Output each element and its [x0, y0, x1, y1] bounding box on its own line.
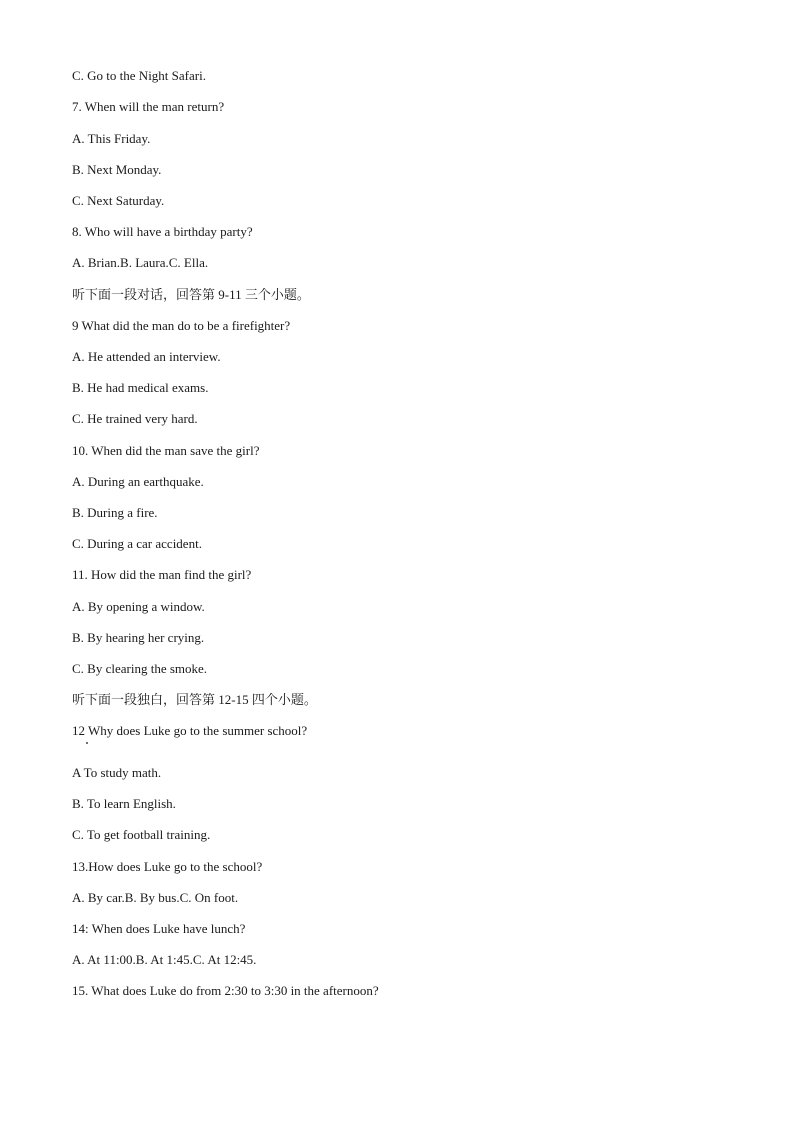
- option-line: C. During a car accident.: [72, 536, 202, 551]
- question-line: 7. When will the man return?: [72, 99, 225, 114]
- section-instruction: 听下面一段对话，回答第 9-11 三个小题。: [72, 287, 310, 302]
- option-line: B. To learn English.: [72, 796, 176, 811]
- option-line: A. This Friday.: [72, 131, 151, 146]
- question-line: 10. When did the man save the girl?: [72, 443, 260, 458]
- option-line: C. By clearing the smoke.: [72, 661, 208, 676]
- option-line: A. By car.B. By bus.C. On foot.: [72, 890, 239, 905]
- question-line: 12 Why does Luke go to the summer school?: [72, 723, 308, 738]
- option-line: C. Next Saturday.: [72, 193, 165, 208]
- question-line: 15. What does Luke do from 2:30 to 3:30 in the afternoon?: [72, 983, 379, 998]
- option-line: C. He trained very hard.: [72, 411, 198, 426]
- option-line: A. At 11:00.B. At 1:45.C. At 12:45.: [72, 952, 257, 967]
- question-line: 13.How does Luke go to the school?: [72, 859, 263, 874]
- option-line: B. Next Monday.: [72, 162, 162, 177]
- option-line: B. By hearing her crying.: [72, 630, 205, 645]
- option-line: A To study math.: [72, 765, 162, 780]
- question-line: 14: When does Luke have lunch?: [72, 921, 246, 936]
- option-line: A. During an earthquake.: [72, 474, 204, 489]
- question-line: 9 What did the man do to be a firefighter?: [72, 318, 291, 333]
- option-line: C. To get football training.: [72, 827, 211, 842]
- option-line: A. Brian.B. Laura.C. Ella.: [72, 255, 209, 270]
- question-line: 11. How did the man find the girl?: [72, 567, 252, 582]
- option-line: C. Go to the Night Safari.: [72, 68, 206, 83]
- option-line: B. During a fire.: [72, 505, 158, 520]
- section-instruction: 听下面一段独白，回答第 12-15 四个小题。: [72, 692, 317, 707]
- option-line: A. By opening a window.: [72, 599, 205, 614]
- option-line: B. He had medical exams.: [72, 380, 209, 395]
- option-line: A. He attended an interview.: [72, 349, 221, 364]
- question-line: 8. Who will have a birthday party?: [72, 224, 253, 239]
- stray-dot-mark: [86, 742, 88, 744]
